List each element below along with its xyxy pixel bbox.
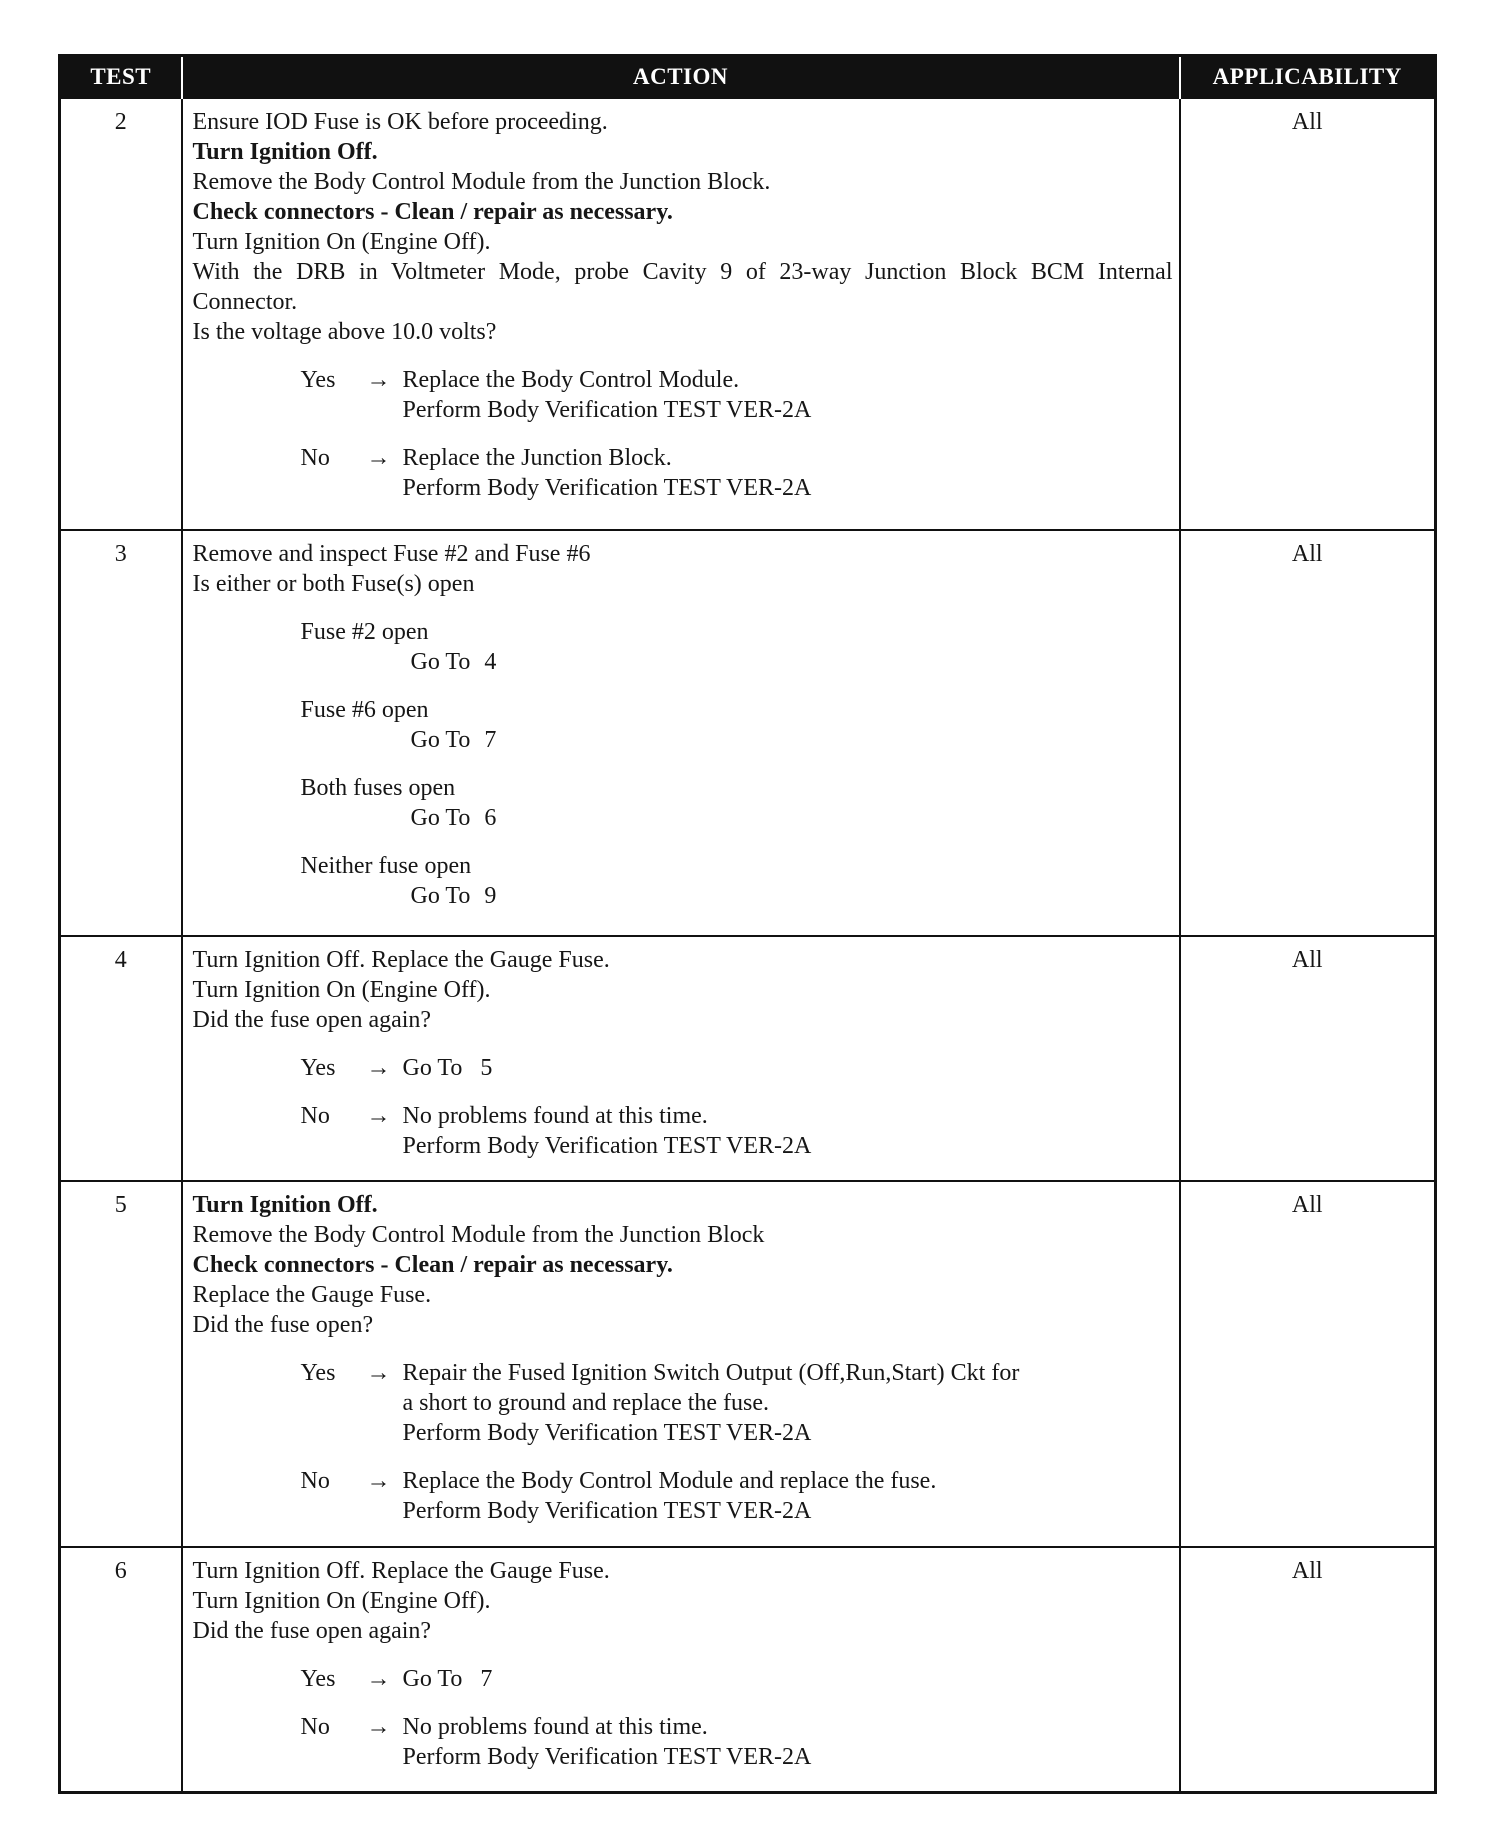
action-line: Check connectors - Clean / repair as necessary. — [192, 1252, 673, 1278]
header-test: TEST — [60, 56, 182, 99]
table-row — [60, 98, 1436, 530]
branch-line: Repair the Fused Ignition Switch Output (Off,Run,Start) Ckt for — [402, 1360, 1020, 1386]
diagnostic-page — [58, 54, 1434, 1794]
action-line: Turn Ignition Off. Replace the Gauge Fuse. — [192, 947, 610, 973]
arrow-right-icon: → — [366, 1103, 391, 1129]
table-row — [60, 1181, 1436, 1547]
yes-branch — [301, 1053, 1173, 1083]
action-line: Turn Ignition Off. Replace the Gauge Fuse. — [192, 1558, 610, 1584]
no-branch — [301, 443, 1173, 503]
diagnostic-table — [58, 54, 1437, 1794]
option-label: Both fuses open — [300, 775, 456, 801]
test-number: 5 — [60, 1181, 182, 1547]
yes-label: Yes — [300, 1360, 336, 1386]
action-cell — [182, 98, 1180, 530]
option-label: Neither fuse open — [300, 853, 472, 879]
action-question: Did the fuse open? — [192, 1312, 374, 1338]
goto-label: Go To — [410, 727, 471, 753]
applicability-cell: All — [1180, 530, 1436, 936]
goto-number: 7 — [484, 727, 497, 753]
goto-line — [411, 881, 1173, 911]
goto-number: 4 — [484, 649, 497, 675]
yes-branch — [301, 1358, 1173, 1448]
goto-line — [411, 647, 1173, 677]
yes-label: Yes — [300, 367, 336, 393]
arrow-right-icon: → — [366, 445, 391, 471]
branch-line: Perform Body Verification TEST VER-2A — [402, 1498, 812, 1524]
arrow-right-icon: → — [366, 1055, 391, 1081]
arrow-right-icon: → — [366, 367, 391, 393]
applicability-cell: All — [1180, 936, 1436, 1181]
branch-line: Replace the Body Control Module and replace the fuse. — [402, 1468, 937, 1494]
header-applicability: APPLICABILITY — [1180, 56, 1436, 99]
arrow-right-icon: → — [366, 1666, 391, 1692]
goto-label: Go To — [410, 805, 471, 831]
action-line: Turn Ignition On (Engine Off). — [192, 977, 491, 1003]
table-header-row — [60, 56, 1436, 99]
no-label: No — [300, 445, 330, 471]
applicability-cell: All — [1180, 1547, 1436, 1792]
action-line: Remove and inspect Fuse #2 and Fuse #6 — [192, 541, 591, 567]
goto-number: 9 — [484, 883, 497, 909]
no-branch — [301, 1466, 1173, 1526]
table-row — [60, 1547, 1436, 1792]
action-line: Replace the Gauge Fuse. — [192, 1282, 432, 1308]
no-label: No — [300, 1103, 330, 1129]
option-label: Fuse #2 open — [300, 619, 429, 645]
branch-line: Go To 7 — [402, 1666, 493, 1692]
goto-label: Go To — [410, 883, 471, 909]
action-line: Turn Ignition Off. — [192, 139, 378, 165]
action-line: Remove the Body Control Module from the Junction Block. — [192, 169, 771, 195]
branch-line: Perform Body Verification TEST VER-2A — [402, 1744, 812, 1770]
yes-label: Yes — [300, 1055, 336, 1081]
action-line: Ensure IOD Fuse is OK before proceeding. — [192, 109, 608, 135]
header-action: ACTION — [182, 56, 1180, 99]
branch-line: No problems found at this time. — [402, 1103, 708, 1129]
action-line: Turn Ignition On (Engine Off). — [192, 229, 491, 255]
action-cell — [182, 936, 1180, 1181]
arrow-right-icon: → — [366, 1360, 391, 1386]
goto-label: Go To — [410, 649, 471, 675]
action-cell — [182, 1547, 1180, 1792]
branch-line: Replace the Body Control Module. — [402, 367, 740, 393]
option-label: Fuse #6 open — [300, 697, 429, 723]
table-row — [60, 936, 1436, 1181]
table-row — [60, 530, 1436, 936]
branch-line: Perform Body Verification TEST VER-2A — [402, 475, 812, 501]
goto-line — [411, 725, 1173, 755]
goto-number: 6 — [484, 805, 497, 831]
test-number: 2 — [60, 98, 182, 530]
no-branch — [301, 1712, 1173, 1772]
branch-line: Replace the Junction Block. — [402, 445, 672, 471]
action-cell — [182, 1181, 1180, 1547]
applicability-cell: All — [1180, 1181, 1436, 1547]
arrow-right-icon: → — [366, 1714, 391, 1740]
no-label: No — [300, 1468, 330, 1494]
branch-line: Perform Body Verification TEST VER-2A — [402, 397, 812, 423]
branch-line: No problems found at this time. — [402, 1714, 708, 1740]
yes-branch — [301, 365, 1173, 425]
action-line: Check connectors - Clean / repair as necessary. — [192, 199, 673, 225]
arrow-right-icon: → — [366, 1468, 391, 1494]
action-cell — [182, 530, 1180, 936]
action-line: With the DRB in Voltmeter Mode, probe Cavity 9 of 23-way Junction Block BCM Internal Connector. — [192, 259, 1173, 315]
yes-label: Yes — [300, 1666, 336, 1692]
no-branch — [301, 1101, 1173, 1161]
test-number: 3 — [60, 530, 182, 936]
yes-branch — [301, 1664, 1173, 1694]
action-question: Did the fuse open again? — [192, 1618, 432, 1644]
branch-line: Go To 5 — [402, 1055, 493, 1081]
action-question: Did the fuse open again? — [192, 1007, 432, 1033]
branch-line: Perform Body Verification TEST VER-2A — [402, 1133, 812, 1159]
action-question: Is either or both Fuse(s) open — [192, 571, 475, 597]
branch-line: Perform Body Verification TEST VER-2A — [402, 1420, 812, 1446]
test-number: 6 — [60, 1547, 182, 1792]
action-line: Turn Ignition On (Engine Off). — [192, 1588, 491, 1614]
test-number: 4 — [60, 936, 182, 1181]
no-label: No — [300, 1714, 330, 1740]
action-question: Is the voltage above 10.0 volts? — [192, 319, 497, 345]
action-line: Remove the Body Control Module from the Junction Block — [192, 1222, 765, 1248]
branch-line: a short to ground and replace the fuse. — [402, 1390, 770, 1416]
action-line: Turn Ignition Off. — [192, 1192, 378, 1218]
goto-line — [411, 803, 1173, 833]
applicability-cell: All — [1180, 98, 1436, 530]
